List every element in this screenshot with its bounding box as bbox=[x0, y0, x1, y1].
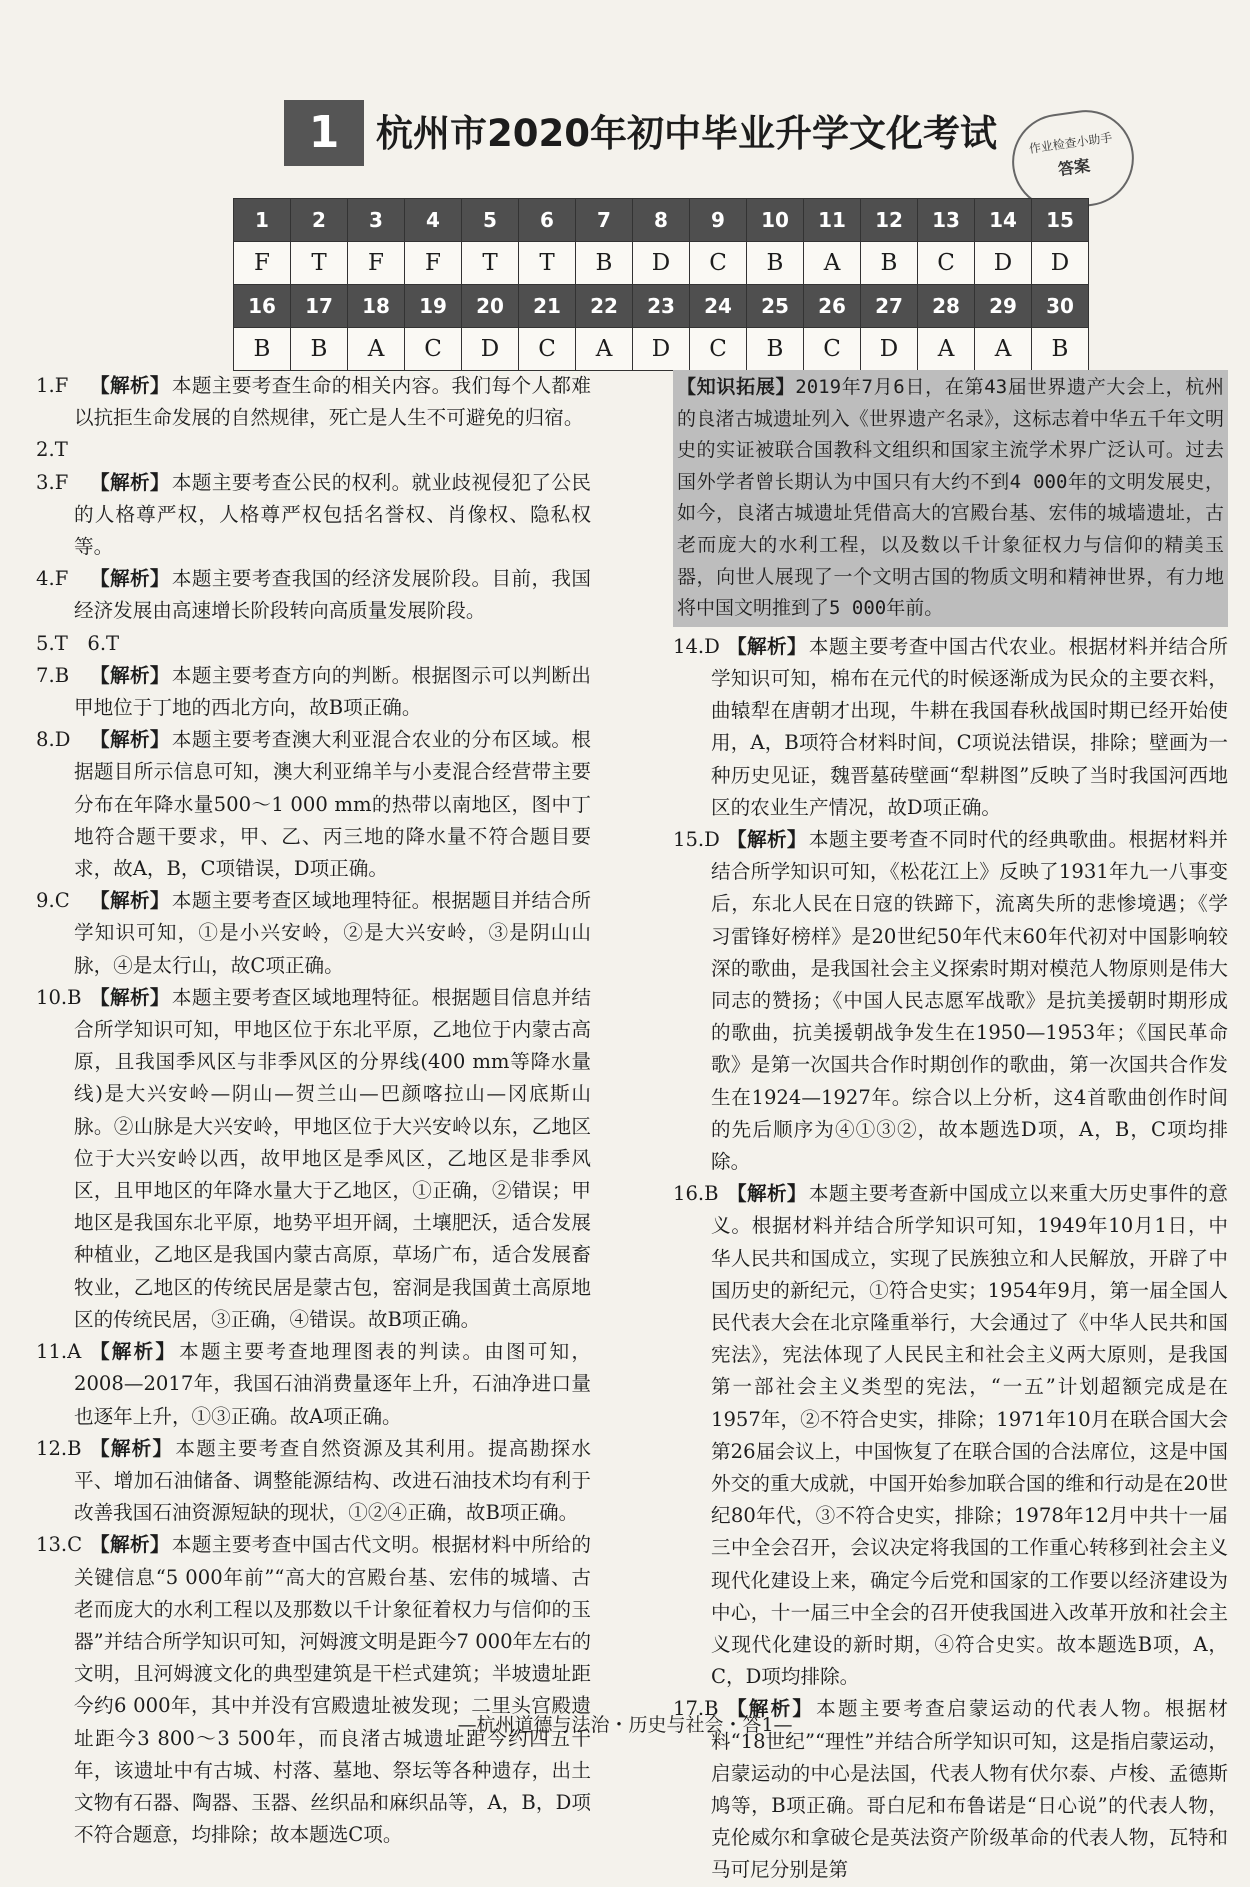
question-number-cell: 13 bbox=[918, 199, 975, 242]
question-number-cell: 11 bbox=[804, 199, 861, 242]
question-number-cell: 3 bbox=[348, 199, 405, 242]
item-number: 11.A bbox=[36, 1340, 82, 1364]
question-number-cell: 10 bbox=[747, 199, 804, 242]
item-number: 10.B bbox=[36, 985, 82, 1009]
analysis-tag: 【解析】 bbox=[90, 1436, 174, 1460]
answer-cell: A bbox=[918, 328, 975, 371]
item-text: 本题主要考查不同时代的经典歌曲。根据材料并结合所学知识可知，《松花江上》反映了1931年九一八事变后，东北人民在日寇的铁蹄下，流离失所的悲惨境遇；《学习雷锋好榜样》是20世纪50年代末60年代初对中国影响较深的歌曲，是我国社会主义探索时期对模范人物原则是伟大同志的赞扬；《中国人民志愿军战歌》是抗美援朝时期形成的歌曲，抗美援朝战争发生在1950—1953年；《国民革命歌》是第一次国共合作时期创作的歌曲，第一次国共合作发生在1924—1927年。综合以上分析，这4首歌曲创作时间的先后顺序为④①③②，故本题选D项，A，B，C项均排除。 bbox=[711, 827, 1229, 1173]
question-number-cell: 8 bbox=[633, 199, 690, 242]
answer-cell: B bbox=[576, 242, 633, 285]
answer-item-15 bbox=[673, 824, 1228, 1178]
item-number: 3.F bbox=[36, 470, 69, 494]
analysis-tag: 【解析】 bbox=[90, 985, 170, 1009]
item-text: 本题主要考查中国古代文明。根据材料中所给的关键信息“5 000年前”“高大的宫殿台基、宏伟的城墙、古老而庞大的水利工程以及那数以千计象征着权力与信仰的玉器”并结合所学知识可知，河姆渡文明是距今7 000年左右的文明，且河姆渡文化的典型建筑是干栏式建筑；半坡遗址距今约6 000年，其中并没有宫殿遗址被发现；二里头宫殿遗址距今3 800～3 500年，而良渚古城遗址距今约四五千年，该遗址中有古城、村落、墓地、祭坛等各种遗存，出土文物有石器、陶器、玉器、丝织品和麻织品等，A，B，D项不符合题意，均排除；故本题选C项。 bbox=[74, 1533, 592, 1847]
question-number-cell: 6 bbox=[519, 199, 576, 242]
answer-cell: C bbox=[519, 328, 576, 371]
answer-value-row bbox=[234, 242, 1089, 285]
answer-item-14 bbox=[673, 631, 1228, 824]
answer-item-10 bbox=[36, 982, 591, 1336]
item-text: 本题主要考查我国的经济发展阶段。目前，我国经济发展由高速增长阶段转向高质量发展阶段。 bbox=[74, 567, 592, 623]
question-number-cell: 5 bbox=[462, 199, 519, 242]
item-number: 9.C bbox=[36, 889, 70, 913]
item-number: 15.D bbox=[673, 827, 720, 851]
item-text: 本题主要考查新中国成立以来重大历史事件的意义。根据材料并结合所学知识可知，1949年10月1日，中华人民共和国成立，实现了民族独立和人民解放，开辟了中国历史的新纪元，①符合史实；1954年9月，第一届全国人民代表大会在北京隆重举行，大会通过了《中华人民共和国宪法》，宪法体现了人民民主和社会主义两大原则，是我国第一部社会主义类型的宪法，“一五”计划超额完成是在1957年，②不符合史实，排除；1971年10月在联合国大会第26届会议上，中国恢复了在联合国的合法席位，这是中国外交的重大成就，中国开始参加联合国的维和行动是在20世纪80年代，③不符合史实，排除；1978年12月中共十一届三中全会召开，会议决定将我国的工作重心转移到社会主义现代化建设上来，确定今后党和国家的工作要以经济建设为中心，十一届三中全会的召开使我国进入改革开放和社会主义现代化建设的新时期，④符合史实。故本题选B项，A，C，D项均排除。 bbox=[711, 1182, 1229, 1689]
answer-cell: D bbox=[462, 328, 519, 371]
item-number: 13.C bbox=[36, 1533, 83, 1557]
item-text: 本题主要考查澳大利亚混合农业的分布区域。根据题目所示信息可知，澳大利亚绵羊与小麦混合经营带主要分布在年降水量500～1 000 mm的热带以南地区，图中丁地符合题干要求，甲、乙、丙三地的降水量不符合题目要求，故A，B，C项错误，D项正确。 bbox=[74, 728, 592, 881]
item-text: 本题主要考查方向的判断。根据图示可以判断出甲地位于丁地的西北方向，故B项正确。 bbox=[74, 663, 592, 720]
question-number-cell: 15 bbox=[1032, 199, 1089, 242]
question-number-cell: 7 bbox=[576, 199, 633, 242]
answer-cell: B bbox=[747, 328, 804, 371]
stamp-line-2: 答案 bbox=[1056, 155, 1092, 180]
question-number-row bbox=[234, 199, 1089, 242]
question-number-cell: 30 bbox=[1032, 285, 1089, 328]
analysis-tag: 【解析】 bbox=[727, 827, 807, 851]
question-number-cell: 29 bbox=[975, 285, 1032, 328]
item-text: 本题主要考查区域地理特征。根据题目信息并结合所学知识可知，甲地区位于东北平原，乙地位于内蒙古高原，且我国季风区与非季风区的分界线(400 mm等降水量线)是大兴安岭—阴山—贺兰山—巴颜喀拉山—冈底斯山脉。②山脉是大兴安岭，甲地区位于大兴安岭以东，乙地区位于大兴安岭以西，故甲地区是季风区，乙地区是非季风区，且甲地区的年降水量大于乙地区，①正确，②错误；甲地区是我国东北平原，地势平坦开阔，土壤肥沃，适合发展种植业，乙地区是我国内蒙古高原，草场广布，适合发展畜牧业，乙地区的传统民居是蒙古包，窑洞是我国黄土高原地区的传统民居，③正确，④错误。故B项正确。 bbox=[74, 985, 592, 1331]
question-number-row bbox=[234, 285, 1089, 328]
answer-cell: C bbox=[918, 242, 975, 285]
analysis-tag: 【解析】 bbox=[90, 567, 170, 591]
answer-item-4 bbox=[36, 563, 591, 627]
answer-cell: C bbox=[405, 328, 462, 371]
item-number: 14.D bbox=[673, 634, 720, 658]
question-number-cell: 14 bbox=[975, 199, 1032, 242]
analysis-tag: 【解析】 bbox=[727, 1697, 815, 1721]
analysis-tag: 【解析】 bbox=[90, 889, 170, 913]
left-column bbox=[36, 370, 591, 1851]
question-number-cell: 22 bbox=[576, 285, 633, 328]
extension-tag: 【知识拓展】 bbox=[677, 376, 796, 398]
answer-cell: D bbox=[633, 328, 690, 371]
answer-cell: F bbox=[405, 242, 462, 285]
item-text: 本题主要考查中国古代农业。根据材料并结合所学知识可知，棉布在元代的时候逐渐成为民众的主要衣料，曲辕犁在唐朝才出现，牛耕在我国春秋战国时期已经开始使用，A，B项符合材料时间，C项说法错误，排除；壁画为一种历史见证，魏晋墓砖壁画“犁耕图”反映了当时我国河西地区的农业生产情况，故D项正确。 bbox=[711, 634, 1229, 819]
answer-item-2: 2.T bbox=[36, 438, 68, 462]
item-text: 本题主要考查生命的相关内容。我们每个人都难以抗拒生命发展的自然规律，死亡是人生不可避免的归宿。 bbox=[74, 374, 592, 430]
page-title: 杭州市2020年初中毕业升学文化考试 bbox=[376, 112, 997, 155]
answer-item-8 bbox=[36, 724, 591, 885]
answer-item-3 bbox=[36, 467, 591, 564]
answer-cell: B bbox=[234, 328, 291, 371]
question-number-cell: 1 bbox=[234, 199, 291, 242]
answer-item-1 bbox=[36, 370, 591, 434]
question-number-cell: 9 bbox=[690, 199, 747, 242]
answer-cell: D bbox=[1032, 242, 1089, 285]
question-number-cell: 28 bbox=[918, 285, 975, 328]
answer-cell: B bbox=[1032, 328, 1089, 371]
item-number: 7.B bbox=[36, 663, 70, 687]
extension-text: 2019年7月6日，在第43届世界遗产大会上，杭州的良渚古城遗址列入《世界遗产名录》，这标志着中华五千年文明史的实证被联合国教科文组织和国家主流学术界广泛认可。过去国外学者曾长期认为中国只有大约不到4 000年的文明发展史，如今，良渚古城遗址凭借高大的宫殿台基、宏伟的城墙遗址，古老而庞大的水利工程，以及数以千计象征权力与信仰的精美玉器，向世人展现了一个文明古国的物质文明和精神世界，有力地将中国文明推到了5 000年前。 bbox=[677, 376, 1224, 620]
answer-item-9 bbox=[36, 885, 591, 982]
answer-cell: F bbox=[348, 242, 405, 285]
answer-item-13 bbox=[36, 1529, 591, 1851]
analysis-tag: 【解析】 bbox=[90, 1340, 178, 1364]
question-number-cell: 19 bbox=[405, 285, 462, 328]
answer-item-16 bbox=[673, 1178, 1228, 1693]
analysis-tag: 【解析】 bbox=[727, 634, 807, 658]
item-text: 本题主要考查区域地理特征。根据题目并结合所学知识可知，①是小兴安岭，②是大兴安岭，③是阴山山脉，④是太行山，故C项正确。 bbox=[74, 889, 592, 977]
item-number: 4.F bbox=[36, 567, 69, 591]
analysis-tag: 【解析】 bbox=[727, 1182, 807, 1206]
answer-item-12 bbox=[36, 1433, 591, 1530]
analysis-tag: 【解析】 bbox=[90, 374, 170, 397]
question-number-cell: 23 bbox=[633, 285, 690, 328]
analysis-tag: 【解析】 bbox=[90, 1533, 170, 1557]
analysis-tag: 【解析】 bbox=[90, 470, 170, 494]
answer-cell: A bbox=[804, 242, 861, 285]
question-number-cell: 24 bbox=[690, 285, 747, 328]
answer-item-5-6: 5.T 6.T bbox=[36, 631, 120, 655]
answer-cell: A bbox=[348, 328, 405, 371]
answer-cell: T bbox=[519, 242, 576, 285]
question-number-cell: 12 bbox=[861, 199, 918, 242]
answer-cell: D bbox=[975, 242, 1032, 285]
answer-cell: C bbox=[804, 328, 861, 371]
answer-cell: C bbox=[690, 242, 747, 285]
question-number-cell: 2 bbox=[291, 199, 348, 242]
question-number-cell: 18 bbox=[348, 285, 405, 328]
item-number: 16.B bbox=[673, 1182, 719, 1206]
answer-cell: B bbox=[861, 242, 918, 285]
answer-value-row bbox=[234, 328, 1089, 371]
item-text: 本题主要考查地理图表的判读。由图可知，2008—2017年，我国石油消费量逐年上升，石油净进口量也逐年上升，①③正确。故A项正确。 bbox=[74, 1340, 592, 1428]
item-text: 本题主要考查自然资源及其利用。提高勘探水平、增加石油储备、调整能源结构、改进石油技术均有利于改善我国石油资源短缺的现状，①②④正确，故B项正确。 bbox=[74, 1436, 591, 1525]
question-number-cell: 17 bbox=[291, 285, 348, 328]
question-number-cell: 25 bbox=[747, 285, 804, 328]
answer-cell: B bbox=[291, 328, 348, 371]
answer-cell: B bbox=[747, 242, 804, 285]
answer-cell: F bbox=[234, 242, 291, 285]
section-number-badge: 1 bbox=[284, 100, 364, 166]
analysis-tag: 【解析】 bbox=[90, 663, 170, 687]
answer-cell: T bbox=[462, 242, 519, 285]
answer-key-table bbox=[233, 198, 1089, 371]
question-number-cell: 26 bbox=[804, 285, 861, 328]
right-column bbox=[673, 370, 1228, 1887]
answer-cell: A bbox=[576, 328, 633, 371]
question-number-cell: 4 bbox=[405, 199, 462, 242]
question-number-cell: 27 bbox=[861, 285, 918, 328]
answer-cell: C bbox=[690, 328, 747, 371]
answer-item-11 bbox=[36, 1336, 591, 1433]
answer-cell: D bbox=[861, 328, 918, 371]
answer-cell: D bbox=[633, 242, 690, 285]
answer-cell: A bbox=[975, 328, 1032, 371]
item-number: 17.B bbox=[673, 1697, 719, 1721]
answer-item-7 bbox=[36, 660, 591, 724]
item-text: 本题主要考查启蒙运动的代表人物。根据材料“18世纪”“理性”并结合所学知识可知，这是指启蒙运动，启蒙运动的中心是法国，代表人物有伏尔泰、卢梭、孟德斯鸠等，B项正确。哥白尼和布鲁诺是“日心说”的代表人物，克伦威尔和拿破仑是英法资产阶级革命的代表人物，瓦特和马可尼分别是第 bbox=[711, 1697, 1229, 1882]
answer-cell: T bbox=[291, 242, 348, 285]
question-number-cell: 16 bbox=[234, 285, 291, 328]
item-number: 12.B bbox=[36, 1436, 82, 1460]
question-number-cell: 21 bbox=[519, 285, 576, 328]
stamp-line-1: 作业检查小助手 bbox=[1028, 130, 1114, 156]
analysis-tag: 【解析】 bbox=[90, 728, 170, 752]
item-number: 8.D bbox=[36, 728, 71, 752]
knowledge-extension-box bbox=[673, 370, 1228, 627]
item-number: 1.F bbox=[36, 374, 69, 397]
question-number-cell: 20 bbox=[462, 285, 519, 328]
page-footer: —杭州道德与法治・历史与社会・答1— bbox=[457, 1714, 793, 1736]
item-text: 本题主要考查公民的权利。就业歧视侵犯了公民的人格尊严权，人格尊严权包括名誉权、肖像权、隐私权等。 bbox=[74, 470, 592, 559]
